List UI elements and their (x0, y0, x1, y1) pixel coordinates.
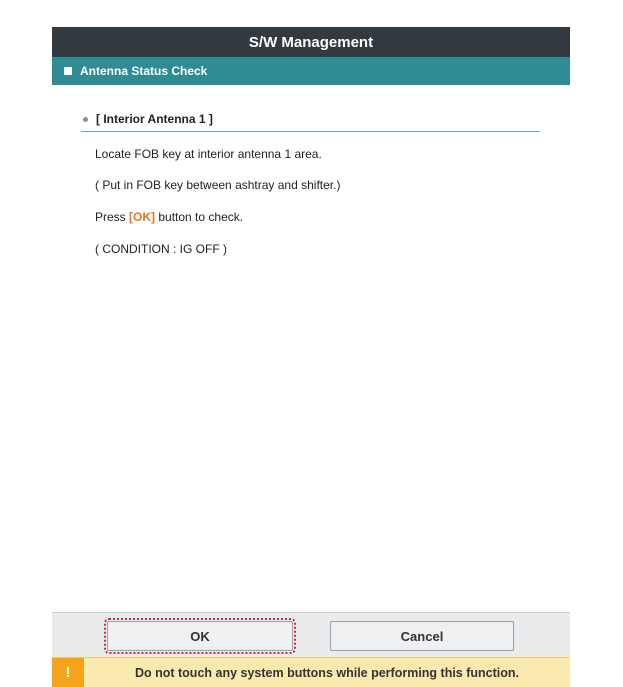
warning-text: Do not touch any system buttons while performing this function. (134, 665, 520, 680)
button-bar (52, 612, 570, 657)
subheader-bar (52, 57, 570, 85)
section-title: [ Interior Antenna 1 ] (96, 112, 213, 126)
instruction-check-text: button to check. (155, 210, 244, 224)
instruction-line-3 (95, 210, 243, 224)
instruction-line-4: ( CONDITION : IG OFF ) (95, 242, 227, 256)
instruction-press-text: Press (95, 210, 130, 224)
section-header (81, 112, 540, 132)
cancel-button[interactable]: Cancel (330, 621, 514, 651)
warning-banner (52, 657, 570, 687)
ok-keyword: [OK] (129, 210, 156, 224)
square-bullet-icon (64, 67, 72, 75)
warning-icon: ! (52, 658, 84, 687)
content-area (52, 85, 570, 612)
subheader-title: Antenna Status Check (80, 64, 208, 78)
window-title: S/W Management (52, 27, 570, 57)
bullet-dot-icon (83, 117, 88, 122)
instruction-line-1: Locate FOB key at interior antenna 1 area. (95, 147, 322, 161)
instruction-line-2: ( Put in FOB key between ashtray and shifter.) (95, 178, 341, 192)
sw-management-dialog (52, 27, 570, 681)
ok-button[interactable]: OK (107, 621, 293, 651)
